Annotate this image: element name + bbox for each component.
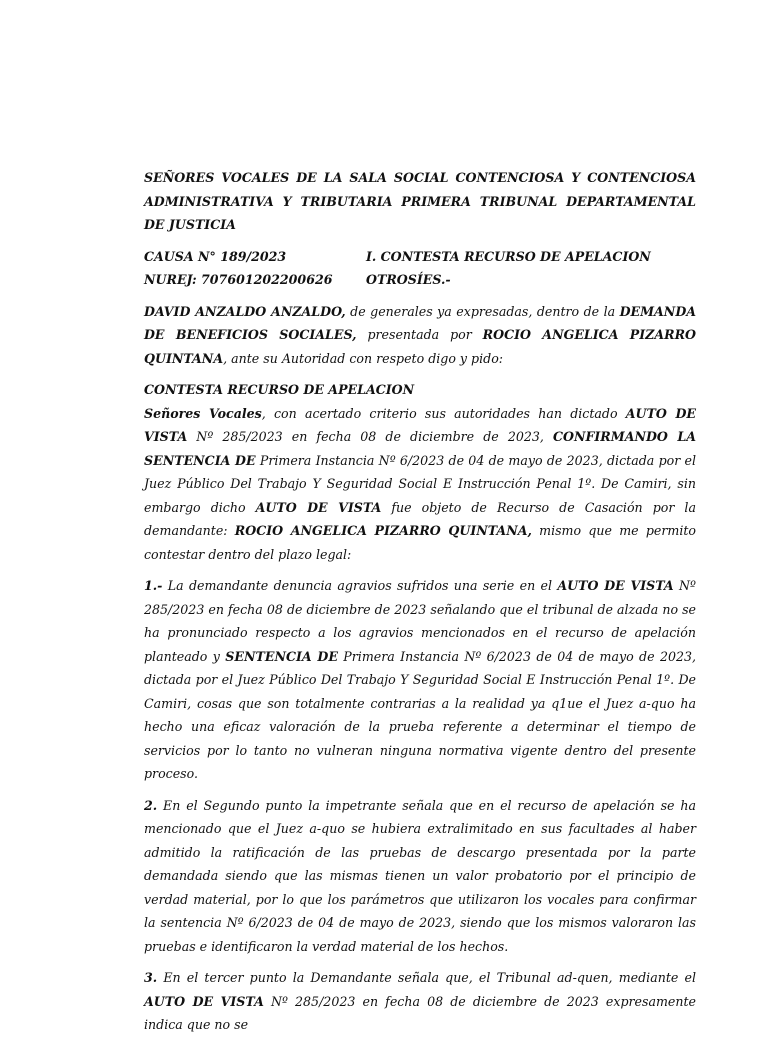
sumilla-main: I. CONTESTA RECURSO DE APELACION — [366, 248, 651, 264]
case-header — [144, 245, 696, 292]
nurej-number: NUREJ: 707601202200626 — [144, 272, 333, 287]
section-paragraph: Señores Vocales, con acertado criterio sus autoridades han dictado AUTO DE VISTA Nº 285/2023 en fecha 08 de diciembre de 2023, CONFIRMANDO LA SENTENCIA DE Primera Instancia Nº 6/2023 de 04 de mayo de 2023, dictada por el Juez Público Del Trabajo Y Seguridad Social E Instrucción Penal 1º. De Camiri, sin embargo dicho AUTO DE VISTA fue objeto de Recurso de Casación por la demandante: ROCIO ANGELICA PIZARRO QUINTANA, mismo que me permito contestar dentro del plazo legal: — [144, 405, 697, 562]
intro-paragraph: DAVID ANZALDO ANZALDO, de generales ya expresadas, dentro de la DEMANDA DE BENEFICIOS SOCIALES, presentada por ROCIO ANGELICA PIZARRO QUINTANA, ante su Autoridad con respeto digo y pido: — [144, 303, 697, 366]
document-body — [144, 166, 696, 1037]
point-3-paragraph: 3. En el tercer punto la Demandante señala que, el Tribunal ad-quen, mediante el AUTO DE VISTA Nº 285/2023 en fecha 08 de diciembre de 2023 expresamente indica que no se — [144, 970, 696, 1032]
section-title: CONTESTA RECURSO DE APELACION — [144, 382, 415, 397]
case-number: CAUSA N° 189/2023 — [144, 248, 287, 264]
sumilla-otrosies: OTROSÍES.- — [366, 272, 451, 287]
addressee: SEÑORES VOCALES DE LA SALA SOCIAL CONTENCIOSA Y CONTENCIOSA ADMINISTRATIVA Y TRIBUTARIA PRIMERA TRIBUNAL DEPARTAMENTAL DE JUSTICIA — [144, 170, 696, 232]
point-2-paragraph: 2. En el Segundo punto la impetrante señala que en el recurso de apelación se ha mencionado que el Juez a-quo se hubiera extralimitado en sus facultades al haber admitido la ratificación de las pruebas de descargo presentada por la parte demandada siendo que las mismas tienen un valor probatorio por el principio de verdad material, por lo que los parámetros que utilizaron los vocales para confirmar la sentencia Nº 6/2023 de 04 de mayo de 2023, siendo que los mismos valoraron las pruebas e identificaron la verdad material de los hechos. — [144, 797, 696, 954]
point-1-paragraph: 1.- La demandante denuncia agravios sufridos una serie en el AUTO DE VISTA Nº 285/2023 en fecha 08 de diciembre de 2023 señalando que el tribunal de alzada no se ha pronunciado respecto a los agravios mencionados en el recurso de apelación planteado y SENTENCIA DE Primera Instancia Nº 6/2023 de 04 de mayo de 2023, dictada por el Juez Público Del Trabajo Y Seguridad Social E Instrucción Penal 1º. De Camiri, cosas que son totalmente contrarias a la realidad ya q1ue el Juez a-quo ha hecho una eficaz valoración de la prueba referente a determinar el tiempo de servicios por lo tanto no vulneran ninguna normativa vigente dentro del presente proceso. — [144, 578, 697, 781]
case-row-1 — [144, 245, 696, 269]
case-row-2 — [144, 268, 696, 292]
